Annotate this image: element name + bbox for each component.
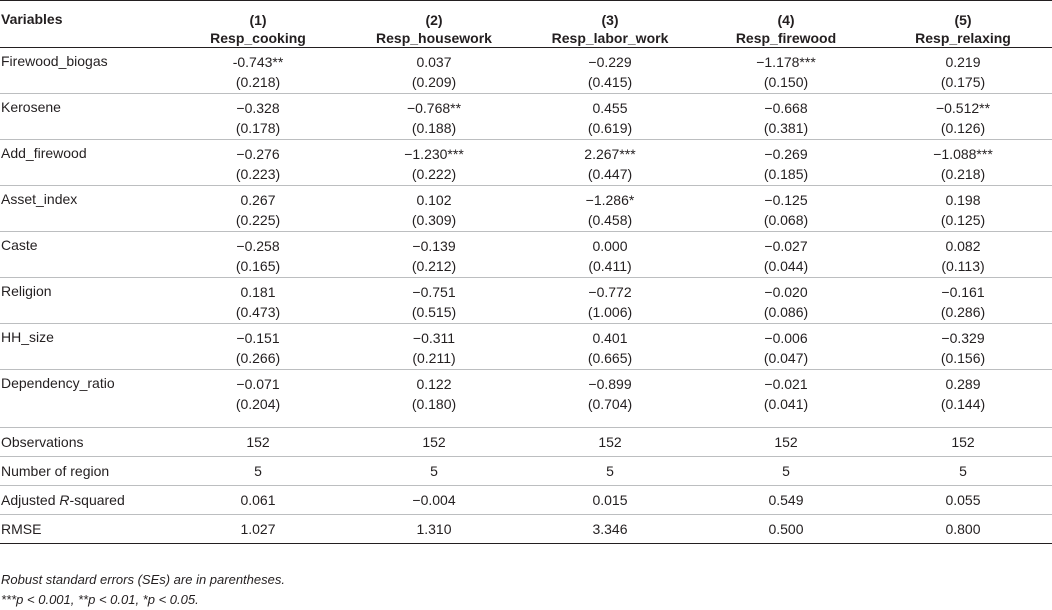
coefficient-value: −0.258 <box>236 238 280 254</box>
standard-error-value: (0.515) <box>411 304 457 320</box>
stat-value: 3.346 <box>592 520 628 537</box>
standard-error-value: (0.175) <box>940 74 986 90</box>
row-label: Asset_index <box>1 191 78 207</box>
standard-error-value: (0.209) <box>411 74 457 90</box>
standard-error-value: (0.185) <box>763 166 809 182</box>
stat-value: 152 <box>951 433 975 450</box>
coefficient-value: 0.102 <box>416 192 452 208</box>
stat-label <box>0 514 170 543</box>
row-label: Religion <box>1 283 52 299</box>
stat-value: 1.310 <box>416 520 452 537</box>
divider-cell <box>698 419 874 428</box>
standard-error-value: (0.218) <box>235 74 281 90</box>
standard-error-value: (0.473) <box>235 304 281 320</box>
table-cell <box>170 232 346 278</box>
table-cell <box>522 186 698 232</box>
stat-label <box>0 456 170 485</box>
column-name: Resp_cooking <box>210 30 306 46</box>
coefficient-value: −0.751 <box>412 284 456 300</box>
coefficient-value: −0.269 <box>764 146 808 162</box>
standard-error-value: (0.222) <box>411 166 457 182</box>
table-cell <box>170 324 346 370</box>
divider-cell <box>170 419 346 428</box>
standard-error-value: (0.218) <box>940 166 986 182</box>
column-number: (2) <box>425 12 443 28</box>
standard-error-value: (0.165) <box>235 258 281 274</box>
column-header <box>522 1 698 48</box>
coefficient-value: −1.178*** <box>756 54 816 70</box>
standard-error-value: (0.047) <box>763 350 809 366</box>
column-name: Resp_relaxing <box>915 30 1011 46</box>
table-cell <box>522 94 698 140</box>
coefficient-value: −0.021 <box>764 376 808 392</box>
coefficient-value: −0.329 <box>941 330 985 346</box>
column-number: (5) <box>954 12 972 28</box>
table-row <box>0 324 1052 370</box>
row-label: HH_size <box>1 329 54 345</box>
column-name: Resp_labor_work <box>551 30 669 46</box>
column-header <box>698 1 874 48</box>
coefficient-value: 0.198 <box>945 192 981 208</box>
divider-cell <box>522 419 698 428</box>
coefficient-value: −0.151 <box>236 330 280 346</box>
stat-label-suffix: -squared <box>69 491 125 508</box>
stat-value: −0.004 <box>412 491 456 508</box>
table-row <box>0 278 1052 324</box>
table-row <box>0 232 1052 278</box>
table-cell <box>874 94 1052 140</box>
standard-error-value: (0.286) <box>940 304 986 320</box>
coefficient-value: −0.512** <box>935 100 991 116</box>
stat-value: 0.549 <box>768 491 804 508</box>
notes-standard-errors: Robust standard errors (SEs) are in parentheses. <box>1 572 285 587</box>
stat-row <box>0 514 1052 543</box>
table-cell <box>522 370 698 419</box>
table-cell <box>698 278 874 324</box>
coefficient-value: −0.899 <box>588 376 632 392</box>
standard-error-value: (0.150) <box>763 74 809 90</box>
section-divider <box>0 419 1052 428</box>
coefficient-value: −0.276 <box>236 146 280 162</box>
table-cell <box>874 278 1052 324</box>
table-cell <box>522 278 698 324</box>
standard-error-value: (0.086) <box>763 304 809 320</box>
coefficient-value: −1.088*** <box>933 146 993 162</box>
stat-value: 0.500 <box>768 520 804 537</box>
table-cell <box>874 48 1052 94</box>
standard-error-value: (0.144) <box>940 396 986 412</box>
coefficient-value: 0.181 <box>240 284 276 300</box>
divider-cell <box>874 419 1052 428</box>
row-label: Firewood_biogas <box>1 53 108 69</box>
table-cell <box>170 94 346 140</box>
standard-error-value: (0.180) <box>411 396 457 412</box>
table-cell <box>522 140 698 186</box>
coefficient-value: −0.006 <box>764 330 808 346</box>
coefficient-value: 0.082 <box>945 238 981 254</box>
table-cell <box>698 140 874 186</box>
stat-value: 0.061 <box>240 491 276 508</box>
column-number: (4) <box>777 12 795 28</box>
table-cell <box>874 324 1052 370</box>
coefficient-value: −1.230*** <box>404 146 464 162</box>
table-cell <box>522 232 698 278</box>
table-cell <box>698 370 874 419</box>
stat-value: 152 <box>774 433 798 450</box>
coefficient-value: −0.020 <box>764 284 808 300</box>
column-name: Resp_housework <box>376 30 492 46</box>
table-cell <box>698 232 874 278</box>
stat-value: 5 <box>254 462 262 479</box>
table-cell <box>346 232 522 278</box>
standard-error-value: (1.006) <box>587 304 633 320</box>
standard-error-value: (0.178) <box>235 120 281 136</box>
stat-value: 5 <box>606 462 614 479</box>
coefficient-value: 0.122 <box>416 376 452 392</box>
standard-error-value: (0.619) <box>587 120 633 136</box>
row-label: Caste <box>1 237 38 253</box>
table-cell <box>170 278 346 324</box>
coefficient-value: −0.071 <box>236 376 280 392</box>
stat-label-italic: R <box>59 491 70 508</box>
stat-row <box>0 427 1052 456</box>
coefficient-value: 0.219 <box>945 54 981 70</box>
table-cell <box>346 140 522 186</box>
table-body <box>0 48 1052 544</box>
column-header <box>874 1 1052 48</box>
standard-error-value: (0.156) <box>940 350 986 366</box>
stat-value: 0.800 <box>945 520 981 537</box>
stat-value: 152 <box>422 433 446 450</box>
stat-row <box>0 456 1052 485</box>
table-cell <box>346 324 522 370</box>
coefficient-value: −0.668 <box>764 100 808 116</box>
standard-error-value: (0.266) <box>235 350 281 366</box>
stat-row <box>0 485 1052 514</box>
stat-value: 152 <box>246 433 270 450</box>
coefficient-value: 0.455 <box>592 100 628 116</box>
standard-error-value: (0.211) <box>412 350 456 366</box>
coefficient-value: −0.772 <box>588 284 632 300</box>
standard-error-value: (0.188) <box>411 120 457 136</box>
standard-error-value: (0.125) <box>940 212 986 228</box>
standard-error-value: (0.415) <box>587 74 633 90</box>
standard-error-value: (0.411) <box>588 258 632 274</box>
table-cell <box>698 186 874 232</box>
variables-header: Variables <box>1 11 63 27</box>
standard-error-value: (0.204) <box>235 396 281 412</box>
divider-cell <box>346 419 522 428</box>
row-label: Dependency_ratio <box>1 375 115 391</box>
table-header-row <box>0 1 1052 48</box>
table-cell <box>874 232 1052 278</box>
stat-value: 0.055 <box>945 491 981 508</box>
table-row <box>0 48 1052 94</box>
table-row <box>0 94 1052 140</box>
stat-label-text: Adjusted <box>1 491 60 508</box>
table-row <box>0 370 1052 419</box>
coefficient-value: 0.289 <box>945 376 981 392</box>
coefficient-value: 0.267 <box>240 192 276 208</box>
coefficient-value: −0.161 <box>941 284 985 300</box>
standard-error-value: (0.309) <box>411 212 457 228</box>
standard-error-value: (0.223) <box>235 166 281 182</box>
table-cell <box>874 370 1052 419</box>
row-label: Add_firewood <box>1 145 87 161</box>
coefficient-value: 0.000 <box>592 238 628 254</box>
coefficient-value: −0.027 <box>764 238 808 254</box>
standard-error-value: (0.044) <box>763 258 809 274</box>
row-label: Kerosene <box>1 99 61 115</box>
stat-value: 0.015 <box>592 491 628 508</box>
table-cell <box>522 324 698 370</box>
stat-value: 5 <box>782 462 790 479</box>
coefficient-value: −0.328 <box>236 100 280 116</box>
table-cell <box>170 370 346 419</box>
standard-error-value: (0.458) <box>587 212 633 228</box>
coefficient-value: 0.401 <box>592 330 628 346</box>
coefficient-value: −0.229 <box>588 54 632 70</box>
coefficient-value: −0.768** <box>406 100 462 116</box>
table-cell <box>346 370 522 419</box>
table-cell <box>170 140 346 186</box>
table-cell <box>698 94 874 140</box>
column-number: (1) <box>249 12 267 28</box>
standard-error-value: (0.665) <box>587 350 633 366</box>
coefficient-value: −0.139 <box>412 238 456 254</box>
stat-label <box>0 427 170 456</box>
coefficient-value: −0.311 <box>412 330 456 346</box>
standard-error-value: (0.126) <box>940 120 986 136</box>
table-cell <box>874 186 1052 232</box>
table-cell <box>170 48 346 94</box>
coefficient-value: 0.037 <box>416 54 452 70</box>
standard-error-value: (0.381) <box>763 120 809 136</box>
table-cell <box>346 48 522 94</box>
standard-error-value: (0.447) <box>587 166 633 182</box>
standard-error-value: (0.041) <box>763 396 809 412</box>
table-cell <box>346 278 522 324</box>
coefficient-value: −1.286* <box>585 192 635 208</box>
stat-value: 5 <box>959 462 967 479</box>
notes-significance: ***p < 0.001, **p < 0.01, *p < 0.05. <box>1 592 199 607</box>
stat-label-text: Observations <box>1 433 84 450</box>
table-cell <box>170 186 346 232</box>
stat-value: 1.027 <box>240 520 276 537</box>
stat-label <box>0 485 170 514</box>
column-header <box>170 1 346 48</box>
table-cell <box>346 94 522 140</box>
standard-error-value: (0.113) <box>941 258 985 274</box>
divider-cell <box>0 419 170 428</box>
coefficient-value: 2.267*** <box>584 146 636 162</box>
stat-value: 152 <box>598 433 622 450</box>
table-cell <box>874 140 1052 186</box>
column-header <box>346 1 522 48</box>
stat-label-text: Number of region <box>1 462 110 479</box>
standard-error-value: (0.212) <box>411 258 457 274</box>
column-number: (3) <box>601 12 619 28</box>
table-cell <box>522 48 698 94</box>
table-cell <box>698 324 874 370</box>
standard-error-value: (0.068) <box>763 212 809 228</box>
table-row <box>0 186 1052 232</box>
coefficient-value: -0.743** <box>232 54 284 70</box>
stat-value: 5 <box>430 462 438 479</box>
coefficient-value: −0.125 <box>764 192 808 208</box>
standard-error-value: (0.704) <box>587 396 633 412</box>
column-name: Resp_firewood <box>735 30 837 46</box>
standard-error-value: (0.225) <box>235 212 281 228</box>
stat-label-text: RMSE <box>1 520 42 537</box>
table-cell <box>346 186 522 232</box>
table-cell <box>698 48 874 94</box>
table-row <box>0 140 1052 186</box>
table-notes <box>1 570 285 610</box>
